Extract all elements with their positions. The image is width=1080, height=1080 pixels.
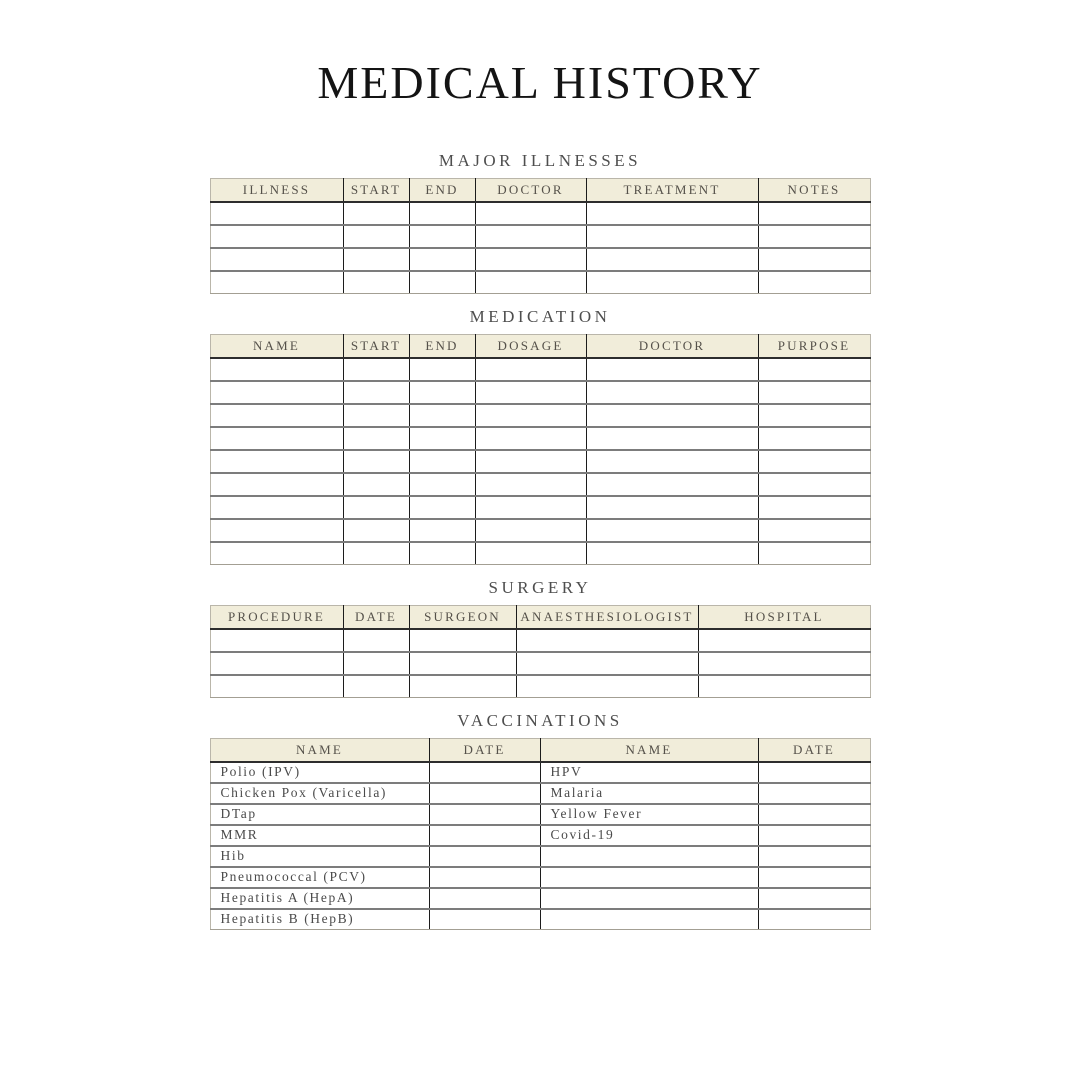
empty-cell [586, 248, 758, 271]
empty-cell [210, 358, 343, 381]
header-row [210, 179, 870, 202]
section-heading: SURGERY [488, 578, 592, 597]
empty-cell [409, 496, 475, 519]
empty-cell [475, 496, 586, 519]
empty-cell [475, 358, 586, 381]
table-row [210, 846, 870, 867]
empty-cell [586, 427, 758, 450]
empty-cell [698, 629, 870, 652]
vaccine-name-cell: Polio (IPV) [210, 762, 429, 783]
empty-cell [758, 248, 870, 271]
empty-cell [210, 450, 343, 473]
column-header-cell: DOCTOR [586, 335, 758, 358]
section-surgery [209, 578, 871, 698]
medication-table [210, 334, 871, 565]
table-row [210, 271, 870, 294]
empty-cell [586, 496, 758, 519]
empty-cell [475, 404, 586, 427]
vaccine-name-cell: Hepatitis A (HepA) [210, 888, 429, 909]
table-row [210, 804, 870, 825]
empty-cell [698, 652, 870, 675]
empty-cell [343, 496, 409, 519]
empty-cell [475, 225, 586, 248]
header-row [210, 739, 870, 762]
empty-cell [698, 675, 870, 698]
vaccine-name-cell [540, 909, 758, 930]
vaccine-date-cell [758, 846, 870, 867]
table-row [210, 542, 870, 565]
empty-cell [409, 450, 475, 473]
empty-cell [586, 381, 758, 404]
vaccine-name-cell: MMR [210, 825, 429, 846]
vaccine-date-cell [758, 867, 870, 888]
vaccine-date-cell [429, 783, 540, 804]
empty-cell [409, 542, 475, 565]
column-header-cell: SURGEON [409, 606, 516, 629]
empty-cell [210, 381, 343, 404]
empty-cell [475, 381, 586, 404]
empty-cell [758, 450, 870, 473]
empty-cell [343, 542, 409, 565]
vaccine-date-cell [758, 762, 870, 783]
empty-cell [409, 473, 475, 496]
vaccine-date-cell [758, 783, 870, 804]
section-vaccinations [209, 711, 871, 930]
vaccine-name-cell: Malaria [540, 783, 758, 804]
empty-cell [343, 404, 409, 427]
empty-cell [586, 542, 758, 565]
empty-cell [758, 225, 870, 248]
major-illnesses-table [210, 178, 871, 294]
empty-cell [586, 404, 758, 427]
empty-cell [475, 427, 586, 450]
empty-cell [475, 519, 586, 542]
section-medication [209, 307, 871, 565]
empty-cell [343, 629, 409, 652]
empty-cell [516, 675, 698, 698]
vaccine-name-cell [540, 867, 758, 888]
section-heading: MAJOR ILLNESSES [438, 151, 642, 170]
empty-cell [475, 248, 586, 271]
table-row [210, 909, 870, 930]
empty-cell [343, 358, 409, 381]
empty-cell [758, 381, 870, 404]
column-header-cell: PROCEDURE [210, 606, 343, 629]
table-row [210, 888, 870, 909]
section-heading: MEDICATION [469, 307, 611, 326]
empty-cell [343, 450, 409, 473]
empty-cell [409, 225, 475, 248]
table-row [210, 202, 870, 225]
sections-container [0, 151, 1080, 930]
empty-cell [758, 271, 870, 294]
empty-cell [758, 496, 870, 519]
vaccine-name-cell [540, 846, 758, 867]
column-header-cell: ILLNESS [210, 179, 343, 202]
empty-cell [758, 202, 870, 225]
empty-cell [343, 473, 409, 496]
empty-cell [210, 248, 343, 271]
empty-cell [343, 225, 409, 248]
column-header-cell: DATE [758, 739, 870, 762]
table-row [210, 825, 870, 846]
vaccine-name-cell: Covid-19 [540, 825, 758, 846]
column-header-cell: DOSAGE [475, 335, 586, 358]
empty-cell [210, 404, 343, 427]
empty-cell [409, 202, 475, 225]
empty-cell [586, 271, 758, 294]
empty-cell [409, 675, 516, 698]
empty-cell [210, 427, 343, 450]
empty-cell [409, 652, 516, 675]
table-row [210, 427, 870, 450]
empty-cell [343, 427, 409, 450]
table-row [210, 358, 870, 381]
table-row [210, 496, 870, 519]
empty-cell [210, 473, 343, 496]
empty-cell [210, 202, 343, 225]
empty-cell [409, 248, 475, 271]
column-header-cell: END [409, 179, 475, 202]
empty-cell [210, 519, 343, 542]
empty-cell [210, 629, 343, 652]
vaccine-name-cell: Yellow Fever [540, 804, 758, 825]
table-row [210, 675, 870, 698]
vaccine-date-cell [758, 888, 870, 909]
table-row [210, 519, 870, 542]
column-header-cell: NAME [210, 335, 343, 358]
empty-cell [516, 652, 698, 675]
header-row [210, 335, 870, 358]
empty-cell [586, 519, 758, 542]
empty-cell [586, 202, 758, 225]
table-row [210, 225, 870, 248]
empty-cell [343, 271, 409, 294]
column-header-cell: ANAESTHESIOLOGIST [516, 606, 698, 629]
column-header-cell: DATE [343, 606, 409, 629]
column-header-cell: NAME [210, 739, 429, 762]
column-header-cell: NOTES [758, 179, 870, 202]
empty-cell [516, 629, 698, 652]
section-heading: VACCINATIONS [457, 711, 623, 730]
column-header-cell: TREATMENT [586, 179, 758, 202]
empty-cell [475, 271, 586, 294]
vaccine-name-cell: Chicken Pox (Varicella) [210, 783, 429, 804]
vaccine-name-cell: DTap [210, 804, 429, 825]
empty-cell [409, 271, 475, 294]
empty-cell [475, 542, 586, 565]
empty-cell [409, 629, 516, 652]
column-header-cell: PURPOSE [758, 335, 870, 358]
empty-cell [343, 248, 409, 271]
table-row [210, 473, 870, 496]
empty-cell [210, 542, 343, 565]
vaccine-date-cell [429, 909, 540, 930]
column-header-cell: NAME [540, 739, 758, 762]
vaccine-date-cell [429, 846, 540, 867]
empty-cell [210, 652, 343, 675]
surgery-table [210, 605, 871, 698]
table-row [210, 867, 870, 888]
vaccine-date-cell [758, 909, 870, 930]
empty-cell [586, 473, 758, 496]
section-major-illnesses [209, 151, 871, 294]
empty-cell [343, 381, 409, 404]
empty-cell [758, 473, 870, 496]
empty-cell [758, 542, 870, 565]
empty-cell [758, 427, 870, 450]
vaccine-date-cell [429, 762, 540, 783]
empty-cell [210, 496, 343, 519]
vaccine-name-cell: Pneumococcal (PCV) [210, 867, 429, 888]
column-header-cell: DATE [429, 739, 540, 762]
table-row [210, 652, 870, 675]
vaccine-name-cell: Hepatitis B (HepB) [210, 909, 429, 930]
empty-cell [758, 519, 870, 542]
empty-cell [210, 675, 343, 698]
column-header-cell: END [409, 335, 475, 358]
empty-cell [409, 358, 475, 381]
column-header-cell: START [343, 335, 409, 358]
column-header-cell: HOSPITAL [698, 606, 870, 629]
empty-cell [758, 358, 870, 381]
empty-cell [343, 202, 409, 225]
table-row [210, 629, 870, 652]
column-header-cell: DOCTOR [475, 179, 586, 202]
empty-cell [409, 519, 475, 542]
empty-cell [475, 450, 586, 473]
vaccine-date-cell [429, 825, 540, 846]
empty-cell [409, 381, 475, 404]
vaccine-name-cell: Hib [210, 846, 429, 867]
table-row [210, 762, 870, 783]
table-row [210, 450, 870, 473]
table-row [210, 404, 870, 427]
empty-cell [586, 450, 758, 473]
page-title: MEDICAL HISTORY [317, 57, 763, 108]
empty-cell [343, 519, 409, 542]
header-row [210, 606, 870, 629]
empty-cell [409, 404, 475, 427]
vaccine-name-cell [540, 888, 758, 909]
empty-cell [343, 652, 409, 675]
empty-cell [210, 271, 343, 294]
empty-cell [210, 225, 343, 248]
empty-cell [758, 404, 870, 427]
empty-cell [343, 675, 409, 698]
empty-cell [409, 427, 475, 450]
empty-cell [586, 358, 758, 381]
empty-cell [475, 473, 586, 496]
table-row [210, 248, 870, 271]
vaccine-date-cell [758, 825, 870, 846]
vaccine-date-cell [758, 804, 870, 825]
vaccine-date-cell [429, 867, 540, 888]
vaccinations-table [210, 738, 871, 930]
vaccine-name-cell: HPV [540, 762, 758, 783]
table-row [210, 381, 870, 404]
vaccine-date-cell [429, 804, 540, 825]
column-header-cell: START [343, 179, 409, 202]
empty-cell [475, 202, 586, 225]
table-row [210, 783, 870, 804]
empty-cell [586, 225, 758, 248]
vaccine-date-cell [429, 888, 540, 909]
